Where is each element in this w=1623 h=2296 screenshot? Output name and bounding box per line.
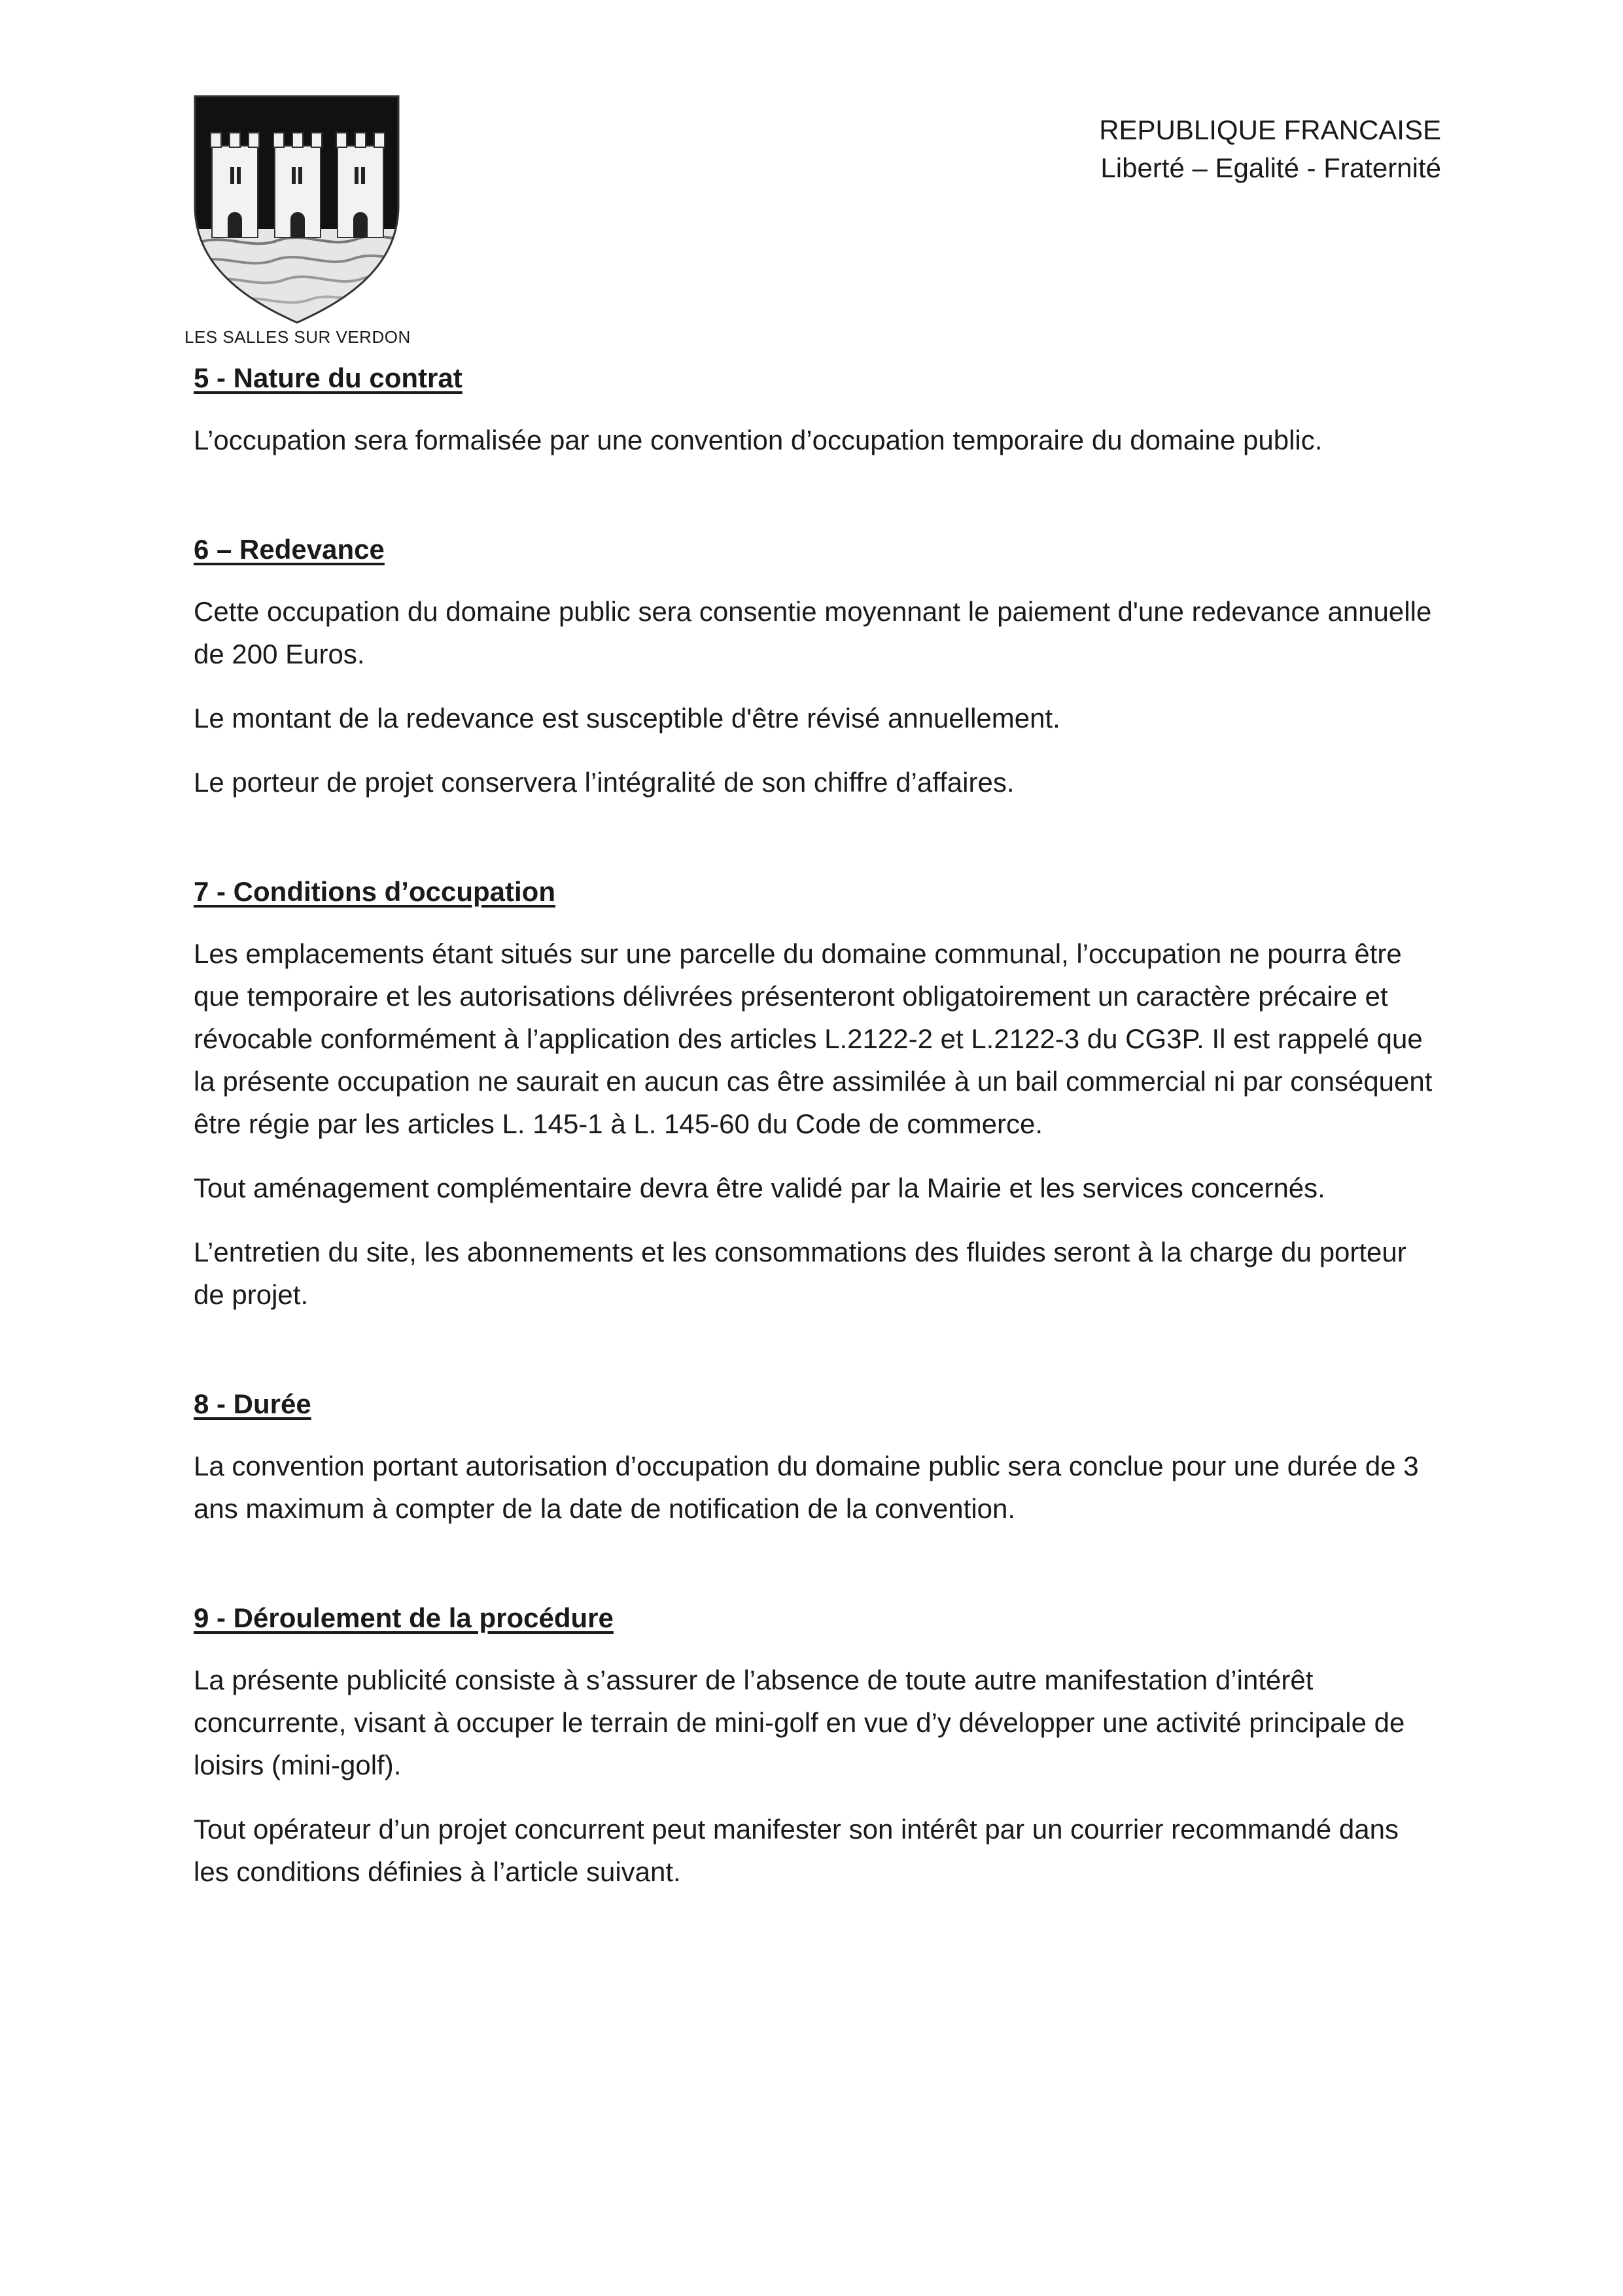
commune-name: LES SALLES SUR VERDON (184, 327, 411, 347)
paragraph: Tout aménagement complémentaire devra être validé par la Mairie et les services concernés. (194, 1173, 1325, 1203)
republic-header (1099, 111, 1441, 187)
republic-title: REPUBLIQUE FRANCAISE (1099, 115, 1441, 145)
paragraph: L’occupation sera formalisée par une convention d’occupation temporaire du domaine public. (194, 425, 1323, 455)
paragraph: La convention portant autorisation d’occupation du domaine public sera conclue pour une durée de 3 ans maximum à compter de la date de notification de la convention. (194, 1451, 1419, 1524)
section-conditions-occupation (194, 870, 1437, 1316)
document-body (194, 357, 1437, 1960)
paragraph: Tout opérateur d’un projet concurrent peut manifester son intérêt par un courrier recommandé dans les conditions définies à l’article suivant. (194, 1814, 1399, 1887)
section-title: 5 - Nature du contrat (194, 362, 462, 393)
section-nature-contrat (194, 357, 1437, 461)
section-title: 9 - Déroulement de la procédure (194, 1602, 614, 1633)
paragraph: Le montant de la redevance est susceptible d'être révisé annuellement. (194, 703, 1060, 733)
section-duree (194, 1383, 1437, 1530)
paragraph: La présente publicité consiste à s’assurer de l’absence de toute autre manifestation d’intérêt concurrente, visant à occuper le terrain de mini-golf en vue d’y développer une activité principale de loisirs (mini-golf). (194, 1665, 1405, 1780)
paragraph: L’entretien du site, les abonnements et les consommations des fluides seront à la charge du porteur de projet. (194, 1237, 1406, 1310)
section-deroulement-procedure (194, 1597, 1437, 1893)
coat-of-arms-icon (194, 95, 400, 324)
republic-motto: Liberté – Egalité - Fraternité (1100, 152, 1441, 183)
paragraph: Cette occupation du domaine public sera consentie moyennant le paiement d'une redevance annuelle de 200 Euros. (194, 596, 1432, 669)
paragraph: Le porteur de projet conservera l’intégralité de son chiffre d’affaires. (194, 767, 1015, 798)
section-title: 7 - Conditions d’occupation (194, 876, 555, 907)
section-title: 6 – Redevance (194, 534, 385, 565)
section-redevance (194, 528, 1437, 804)
paragraph: Les emplacements étant situés sur une parcelle du domaine communal, l’occupation ne pourra être que temporaire et les autorisations délivrées présenteront obligatoirement un caractère précaire et révocable conformément à l’application des articles L.2122-2 et L.2122-3 du CG3P. Il est rappelé que la présente occupation ne saurait en aucun cas être assimilée à un bail commercial ni par conséquent être régie par les articles L. 145-1 à L. 145-60 du Code de commerce. (194, 938, 1433, 1139)
section-title: 8 - Durée (194, 1388, 311, 1419)
